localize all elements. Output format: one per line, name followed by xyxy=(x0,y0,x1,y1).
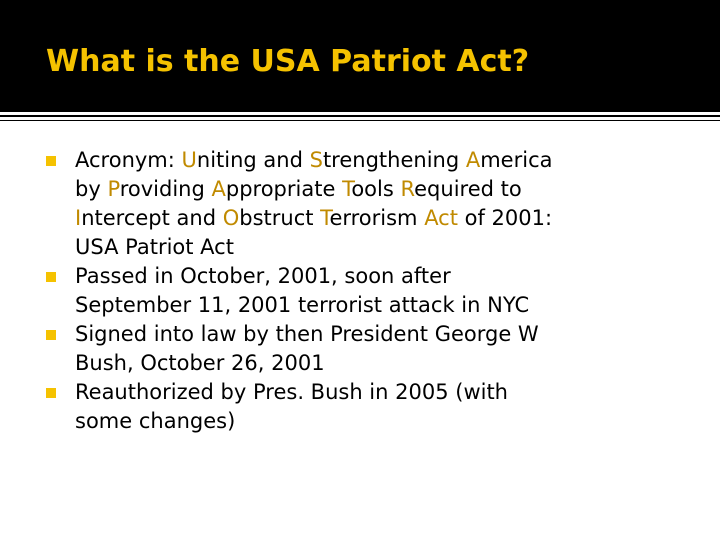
bullet-item-reauthorized xyxy=(46,378,696,436)
bullet-line: Bush, October 26, 2001 xyxy=(75,351,325,375)
acronym-letter: O xyxy=(222,206,240,230)
square-bullet-icon xyxy=(46,272,56,282)
acronym-letter: S xyxy=(309,148,323,172)
bullet-item-acronym xyxy=(46,146,696,262)
bullet-list xyxy=(46,146,696,436)
bullet-line: Intercept and Obstruct Terrorism Act of 2001: xyxy=(75,206,553,230)
acronym-letter: I xyxy=(75,206,82,230)
acronym-letter: Act xyxy=(424,206,458,230)
title-bar xyxy=(0,0,720,112)
acronym-letter: A xyxy=(465,148,481,172)
acronym-letter: P xyxy=(107,177,120,201)
acronym-letter: U xyxy=(181,148,197,172)
header-divider xyxy=(0,115,720,117)
bullet-line: Reauthorized by Pres. Bush in 2005 (with xyxy=(75,380,508,404)
acronym-letter: T xyxy=(342,177,352,201)
bullet-item-passed xyxy=(46,262,696,320)
acronym-letter: T xyxy=(320,206,330,230)
bullet-line: by Providing Appropriate Tools Required to xyxy=(75,177,522,201)
bullet-line: September 11, 2001 terrorist attack in NYC xyxy=(75,293,530,317)
acronym-letter: R xyxy=(400,177,415,201)
bullet-line: Signed into law by then President George W xyxy=(75,322,539,346)
square-bullet-icon xyxy=(46,156,56,166)
slide-title: What is the USA Patriot Act? xyxy=(46,44,530,79)
header-divider-thin xyxy=(0,120,720,121)
bullet-item-signed xyxy=(46,320,696,378)
bullet-line: some changes) xyxy=(75,409,236,433)
square-bullet-icon xyxy=(46,388,56,398)
bullet-line: Passed in October, 2001, soon after xyxy=(75,264,451,288)
bullet-line: Acronym: Uniting and Strengthening America xyxy=(75,148,553,172)
bullet-line: USA Patriot Act xyxy=(75,235,234,259)
square-bullet-icon xyxy=(46,330,56,340)
acronym-letter: A xyxy=(211,177,226,201)
